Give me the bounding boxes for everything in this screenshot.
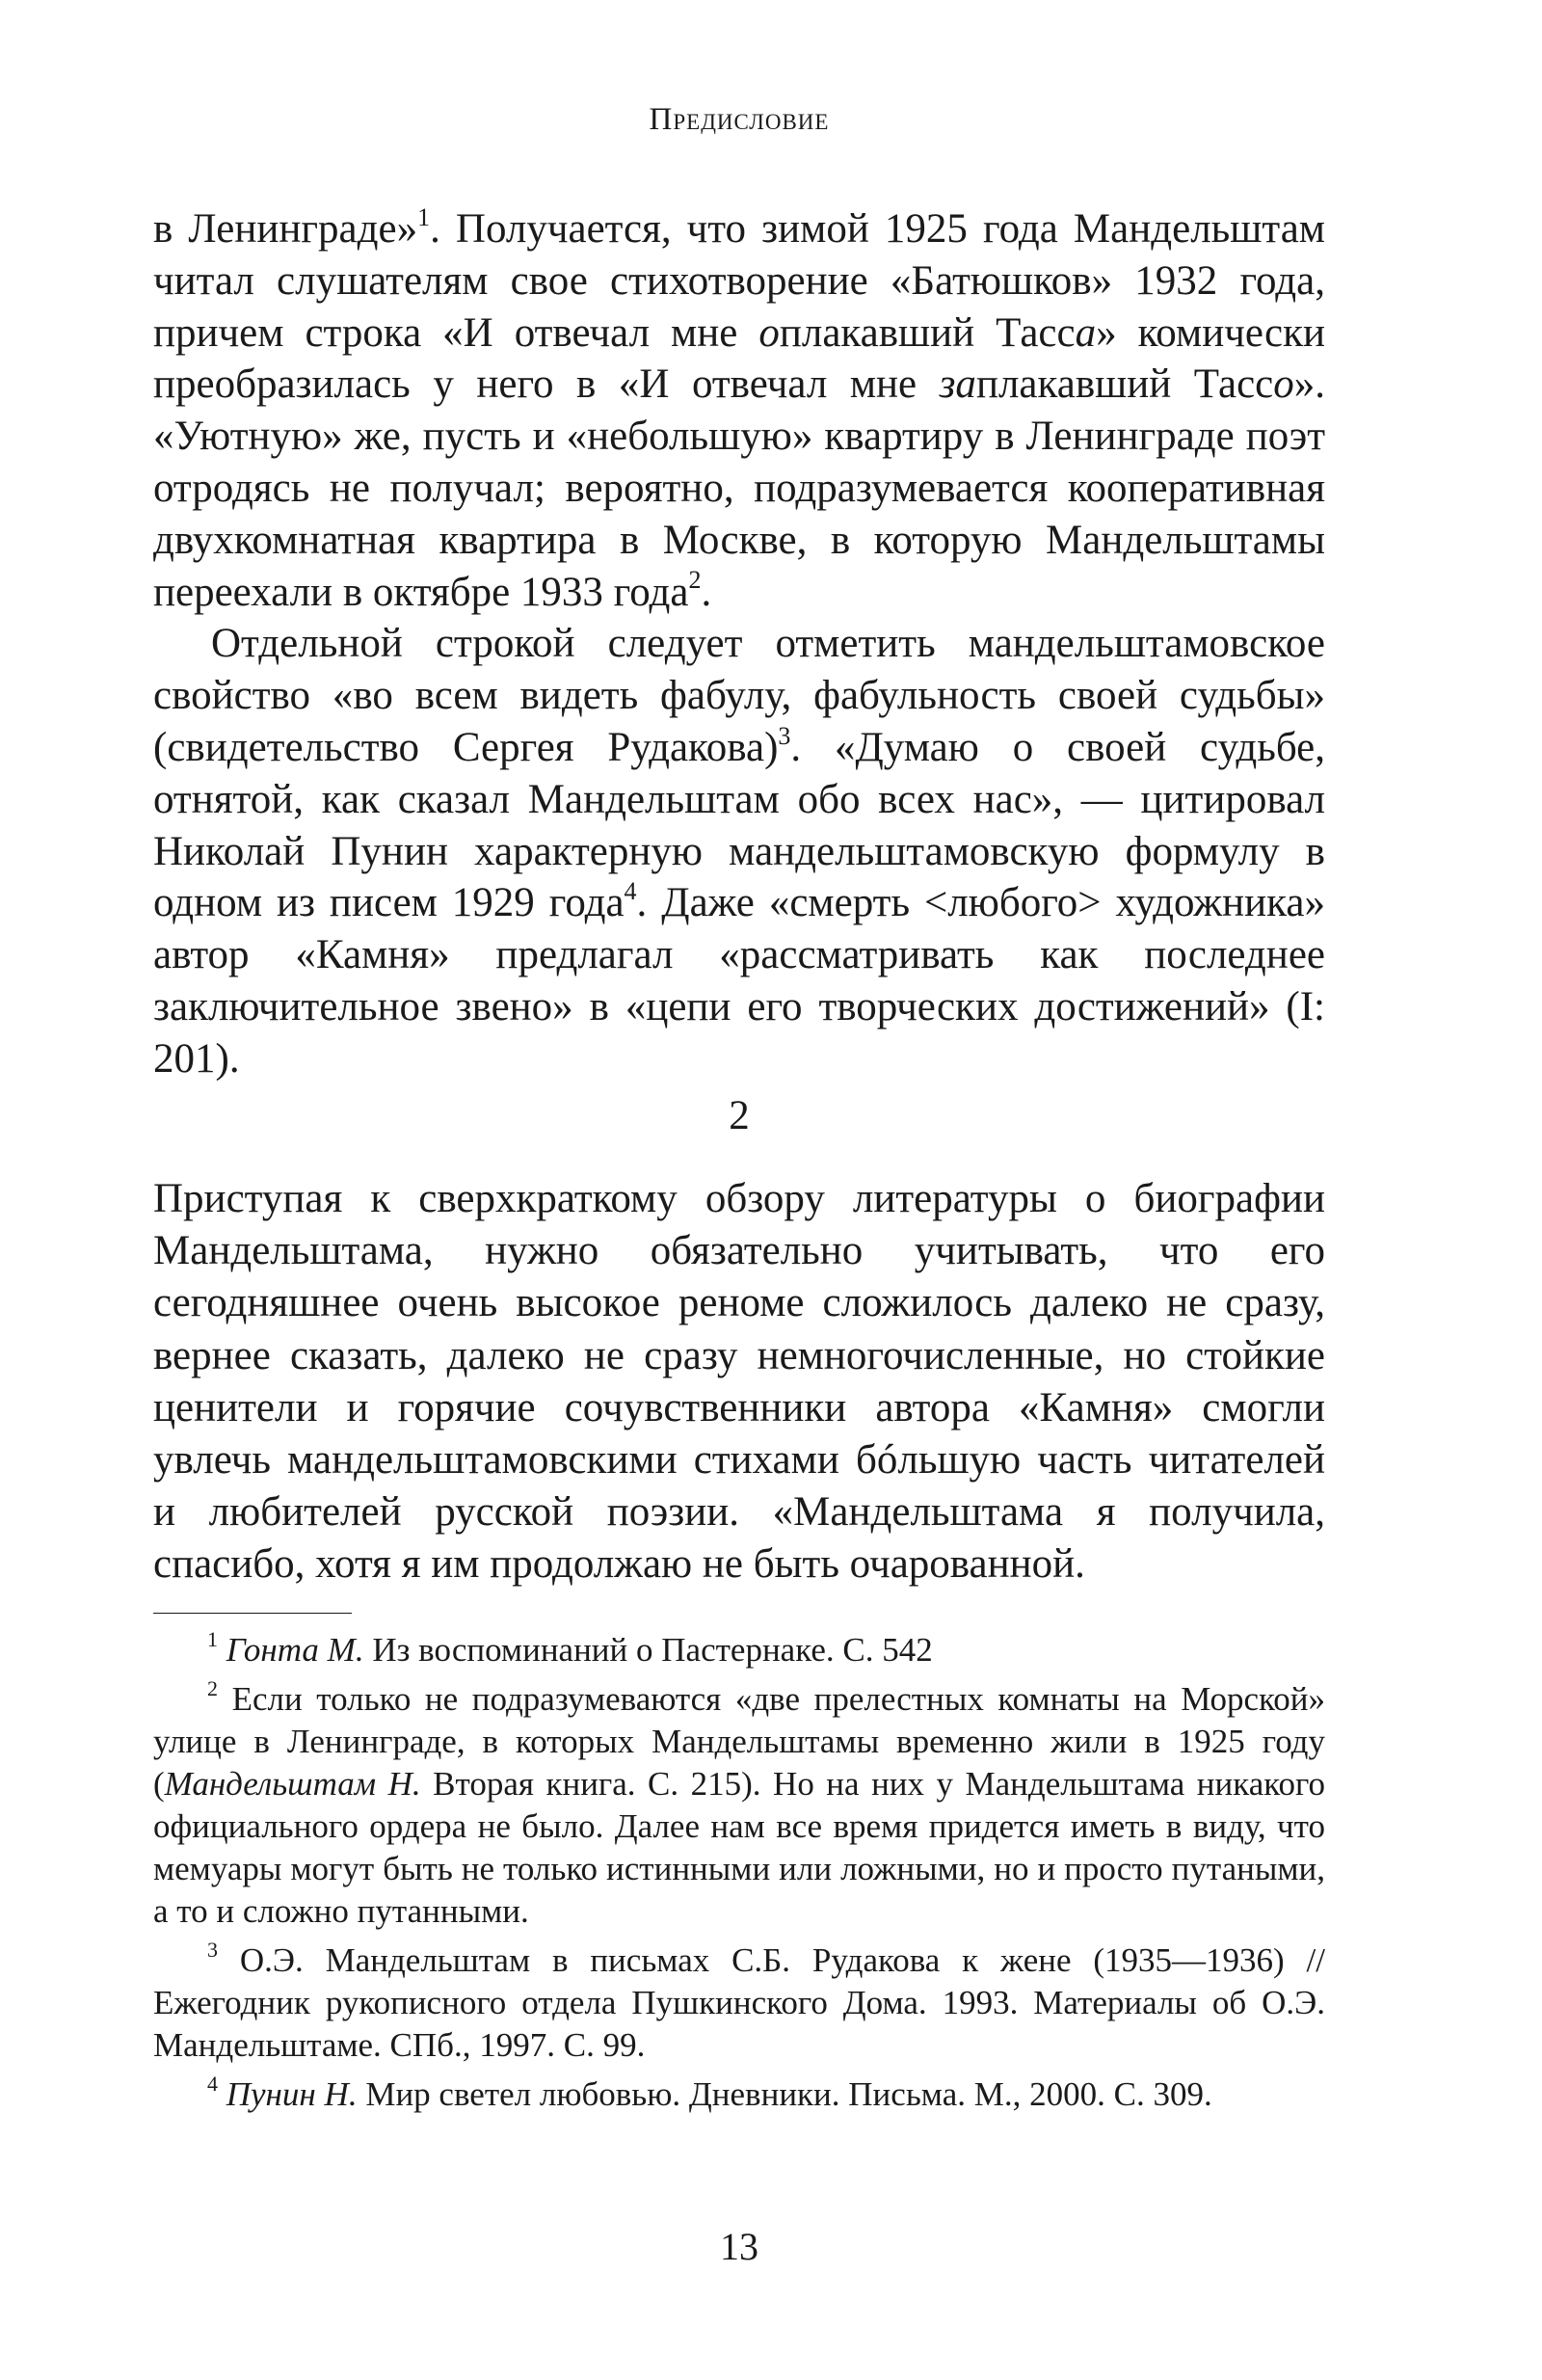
footnotes xyxy=(153,1629,1325,2123)
paragraph: Отдельной строкой следует отметить мандельштамовское свойство «во всем видеть фабулу, фабульность своей судьбы» (свидетельство Сергея Рудакова)$^3$. «Думаю о своей судьбе, отнятой, как сказал Мандельштам обо всех нас», — цитировал Николай Пунин характерную мандельштамовскую формулу в одном из писем 1929 года$^4$. Даже «смерть <любого> художника» автор «Камня» предлагал «рассматривать как последнее заключительное звено» в «цепи его творческих достижений» (I: 201). xyxy=(153,621,1325,1082)
footnote-ref-2[interactable]: 2 xyxy=(688,566,702,595)
main-text xyxy=(153,203,1325,1085)
page-number: 13 xyxy=(720,2225,758,2268)
section-number: 2 xyxy=(729,1093,750,1138)
footnote-divider xyxy=(153,1613,352,1614)
footnote-ref-3[interactable]: 3 xyxy=(778,721,791,750)
paragraph-continued: в Ленинграде»$^1$. Получается, что зимой 1925 года Мандельштам читал слушателям свое стихотворение «Батюшков» 1932 года, причем строка «И отвечал мне оплакавший Тасса» комически преобразилась у него в «И отвечал мне заплакавший Тассо». «Уютную» же, пусть и «небольшую» квартиру в Ленинграде поэт отродясь не получал; вероятно, подразумевается кооперативная двухкомнатная квартира в Москве, в которую Мандельштамы переехали в октябре 1933 года$^2$. xyxy=(153,202,1325,615)
footnote-ref-1[interactable]: 1 xyxy=(417,202,431,231)
footnote-ref-4[interactable]: 4 xyxy=(624,877,637,906)
footnote-4: $^4$ Пунин Н. Мир светел любовью. Дневники. Письма. М., 2000. С. 309. xyxy=(207,2072,1212,2113)
footnote-1: $^1$ Гонта М. Из воспоминаний о Пастернаке. С. 542 xyxy=(207,1627,933,1669)
footnote-2: $^2$ Если только не подразумеваются «две прелестных комнаты на Морской» улице в Ленинграде, в которых Мандельштамы временно жили в 1925 году (Мандельштам Н. Вторая книга. С. 215). Но на них у Мандельштама никакого официального ордера не было. Далее нам все время придется иметь в виду, что мемуары могут быть не только истинными или ложными, но и просто путаными, а то и сложно путанными. xyxy=(153,1676,1325,1930)
section-paragraph: Приступая к сверхкраткому обзору литературы о биографии Мандельштама, нужно обязательно учитывать, что его сегодняшнее очень высокое реноме сложилось далеко не сразу, вернее сказать, далеко не сразу немногочисленные, но стойкие ценители и горячие сочувственники автора «Камня» смогли увлечь мандельштамовскими стихами бóльшую часть читателей и любителей русской поэзии. «Мандельштама я получила, спасибо, хотя я им продолжаю не быть очарованной. xyxy=(153,1176,1325,1588)
running-head: Предисловие xyxy=(649,102,830,137)
section-text xyxy=(153,1173,1325,1591)
footnote-3: $^3$ О.Э. Мандельштам в письмах С.Б. Рудакова к жене (1935—1936) // Ежегодник рукописного отдела Пушкинского Дома. 1993. Материалы об О.Э. Мандельштаме. СПб., 1997. С. 99. xyxy=(153,1938,1325,2064)
